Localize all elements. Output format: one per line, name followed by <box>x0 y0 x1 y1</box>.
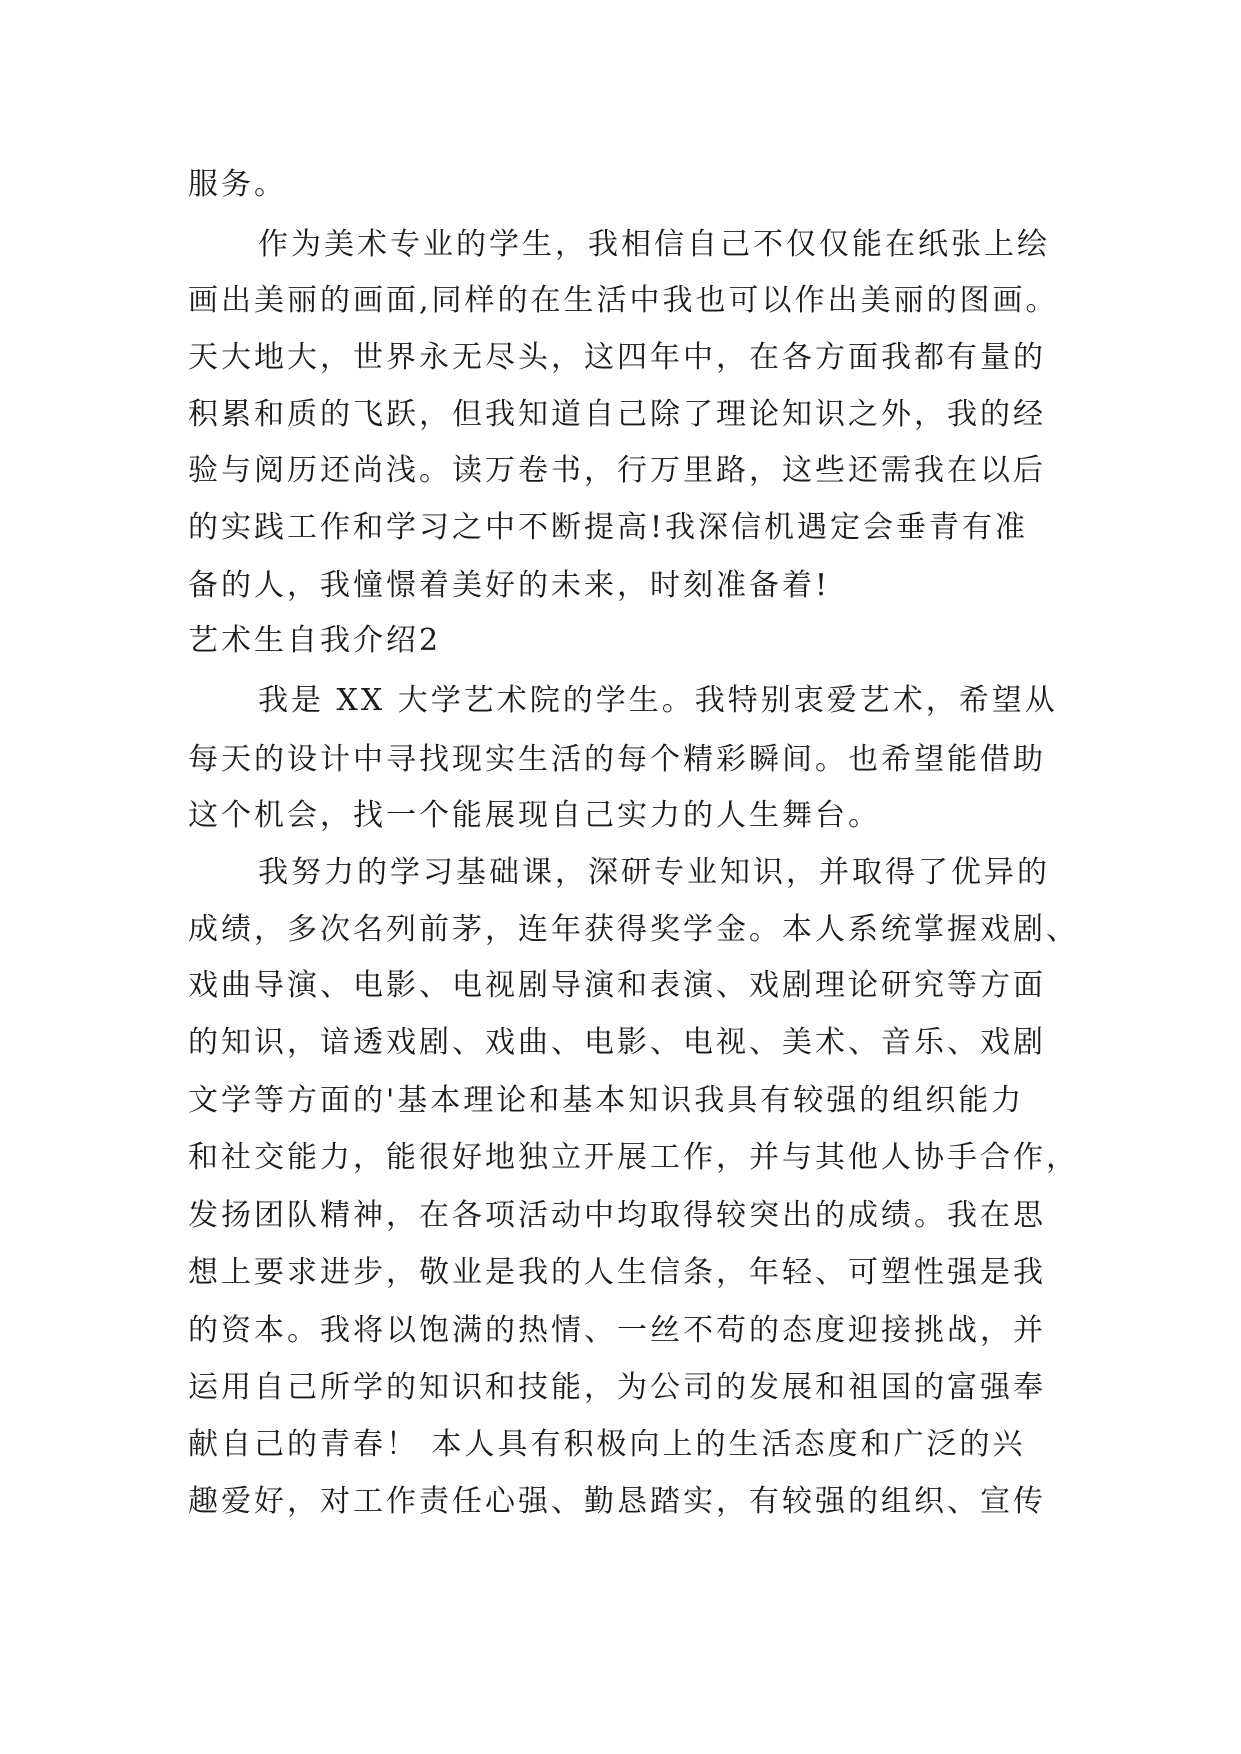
text-line: 文学等方面的'基本理论和基本知识我具有较强的组织能力 <box>188 1083 1025 1118</box>
text-line: 成绩，多次名列前茅，连年获得奖学金。本人系统掌握戏剧、 <box>188 912 1079 947</box>
text-line: 积累和质的飞跃，但我知道自己除了理论知识之外，我的经 <box>188 397 1046 432</box>
section-heading: 艺术生自我介绍2 <box>188 623 442 658</box>
text-line: 天大地大，世界永无尽头，这四年中，在各方面我都有量的 <box>188 340 1046 375</box>
text-line: 这个机会，找一个能展现自己实力的人生舞台。 <box>188 798 881 833</box>
text-line: 服务。 <box>188 167 287 202</box>
text-line: 画出美丽的画面,同样的在生活中我也可以作出美丽的图画。 <box>188 283 1059 318</box>
text-line: 备的人，我憧憬着美好的未来，时刻准备着! <box>188 568 831 603</box>
text-line: 发扬团队精神，在各项活动中均取得较突出的成绩。我在思 <box>188 1198 1046 1233</box>
paragraph-line: 我努力的学习基础课，深研专业知识，并取得了优异的 <box>258 855 1050 890</box>
text-line: 的实践工作和学习之中不断提高!我深信机遇定会垂青有准 <box>188 510 1029 545</box>
text-line: 想上要求进步，敬业是我的人生信条，年轻、可塑性强是我 <box>188 1255 1046 1290</box>
text-line: 每天的设计中寻找现实生活的每个精彩瞬间。也希望能借助 <box>188 742 1046 777</box>
text-line: 献自己的青春！ 本人具有积极向上的生活态度和广泛的兴 <box>188 1427 1026 1462</box>
text-line: 验与阅历还尚浅。读万卷书，行万里路，这些还需我在以后 <box>188 453 1046 488</box>
text-line: 和社交能力，能很好地独立开展工作，并与其他人协手合作， <box>188 1140 1079 1175</box>
text-line: 的知识，谙透戏剧、戏曲、电影、电视、美术、音乐、戏剧 <box>188 1025 1046 1060</box>
paragraph-line: 我是 XX 大学艺术院的学生。我特别衷爱艺术，希望从 <box>258 683 1058 718</box>
text-line: 的资本。我将以饱满的热情、一丝不苟的态度迎接挑战，并 <box>188 1313 1046 1348</box>
paragraph-line: 作为美术专业的学生，我相信自己不仅仅能在纸张上绘 <box>258 227 1050 262</box>
text-line: 戏曲导演、电影、电视剧导演和表演、戏剧理论研究等方面 <box>188 968 1046 1003</box>
text-line: 趣爱好，对工作责任心强、勤恳踏实，有较强的组织、宣传 <box>188 1484 1046 1519</box>
text-line: 运用自己所学的知识和技能，为公司的发展和祖国的富强奉 <box>188 1370 1046 1405</box>
